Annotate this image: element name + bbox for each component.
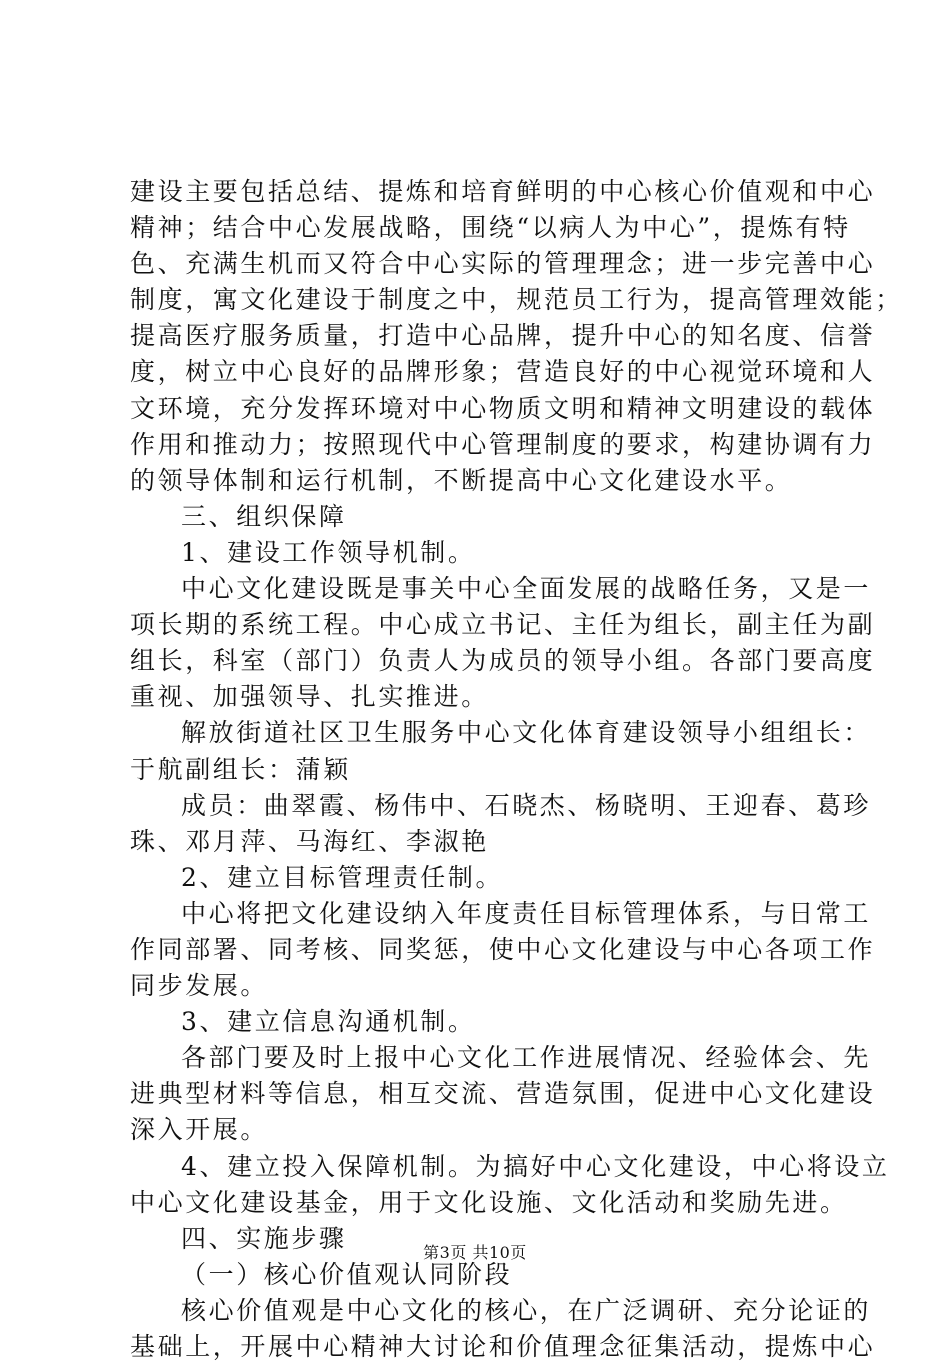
text-line: 中心将把文化建设纳入年度责任目标管理体系，与日常工: [181, 898, 872, 928]
text-line: 作用和推动力；按照现代中心管理制度的要求，构建协调有力: [130, 429, 876, 459]
text-line: 重视、加强领导、扎实推进。: [130, 682, 489, 712]
text-line: 4、建立投入保障机制。为搞好中心文化建设，中心将设立: [181, 1151, 890, 1181]
text-line: 3、建立信息沟通机制。: [181, 1007, 476, 1037]
text-line: 核心价值观是中心文化的核心，在广泛调研、充分论证的: [181, 1295, 872, 1325]
text-line: 项长期的系统工程。中心成立书记、主任为组长，副主任为副: [130, 610, 876, 640]
page-number-footer: 第3页 共10页: [423, 1243, 527, 1262]
document-body: [130, 174, 903, 1365]
text-line: 深入开展。: [130, 1115, 269, 1145]
text-line: 1、建设工作领导机制。: [181, 537, 476, 567]
text-line: 色、充满生机而又符合中心实际的管理理念；进一步完善中心: [130, 249, 876, 279]
text-line: 四、实施步骤: [181, 1223, 347, 1253]
text-line: 提高医疗服务质量，打造中心品牌，提升中心的知名度、信誉: [130, 321, 876, 351]
text-line: 文环境，充分发挥环境对中心物质文明和精神文明建设的载体: [130, 393, 876, 423]
text-line: 中心文化建设既是事关中心全面发展的战略任务，又是一: [181, 574, 872, 604]
text-line: 精神；结合中心发展战略，围绕“以病人为中心”，提炼有特: [130, 213, 851, 243]
text-line: 三、组织保障: [181, 501, 347, 531]
text-line: 于航副组长：蒲颖: [130, 754, 351, 784]
text-line: （一）核心价值观认同阶段: [181, 1259, 513, 1289]
text-line: 基础上，开展中心精神大讨论和价值理念征集活动，提炼中心: [130, 1332, 876, 1361]
text-line: 组长，科室（部门）负责人为成员的领导小组。各部门要高度: [130, 646, 876, 676]
text-line: 2、建立目标管理责任制。: [181, 862, 504, 892]
text-line: 进典型材料等信息，相互交流、营造氛围，促进中心文化建设: [130, 1079, 876, 1109]
text-line: 度，树立中心良好的品牌形象；营造良好的中心视觉环境和人: [130, 357, 876, 387]
text-line: 解放街道社区卫生服务中心文化体育建设领导小组组长：: [181, 718, 872, 748]
text-line: 各部门要及时上报中心文化工作进展情况、经验体会、先: [181, 1043, 872, 1073]
text-line: 作同部署、同考核、同奖惩，使中心文化建设与中心各项工作: [130, 934, 876, 964]
text-line: 中心文化建设基金，用于文化设施、文化活动和奖励先进。: [130, 1187, 848, 1217]
text-line: 建设主要包括总结、提炼和培育鲜明的中心核心价值观和中心: [130, 177, 876, 206]
text-line: 成员：曲翠霞、杨伟中、石晓杰、杨晓明、王迎春、葛珍: [181, 790, 872, 820]
text-line: 的领导体制和运行机制，不断提高中心文化建设水平。: [130, 465, 793, 495]
text-line: 制度，寓文化建设于制度之中，规范员工行为，提高管理效能；: [130, 285, 903, 315]
text-line: 珠、邓月萍、马海红、李淑艳: [130, 826, 489, 856]
text-line: 同步发展。: [130, 971, 269, 1001]
